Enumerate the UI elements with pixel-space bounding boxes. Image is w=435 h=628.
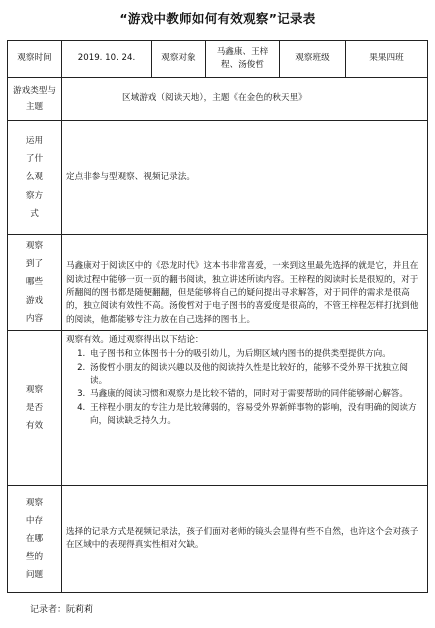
row-basic-info [8, 41, 428, 78]
recorder-signature: 记录者：阮莉莉 [30, 605, 94, 615]
problems-label: 观察 中存 在哪 些的 问题 [8, 486, 62, 593]
seen-label: 观察 到了 哪些 游戏 内容 [8, 235, 62, 331]
observation-time-label: 观察时间 [8, 41, 62, 78]
row-effect [8, 331, 428, 486]
observation-object-value: 马鑫康、王梓程、汤俊哲 [206, 41, 280, 78]
effect-value [62, 331, 428, 486]
observation-time-value: 2019. 10. 24. [62, 41, 152, 78]
list-item: 1. 电子图书和立体图书十分的吸引幼儿，为后期区域内图书的提供类型提供方向。 [88, 348, 423, 361]
effect-label: 观察 是否 有效 [8, 331, 62, 486]
list-item: 4. 王梓程小朋友的专注力是比较薄弱的，容易受外界新鲜事物的影响，没有明确的阅读方向，阅读缺乏持久力。 [88, 402, 423, 429]
seen-text: 马鑫康对于阅读区中的《恐龙时代》这本书非常喜爱，一来到这里最先选择的就是它，并且在阅读过程中能够一页一页的翻书阅读，独立讲述所读内容。王梓程的阅读时长是很短的，对于所翻阅的图书都是随便翻翻，但是能够将自己的疑问提出寻求解答，对于同伴的需求是很高的，独立阅读有效性不高。汤俊哲对于电子图书的喜爱度是很高的，不管王梓程怎样打扰到他的阅读，他都能够专注力放在自己选择的图书上。 [66, 261, 419, 325]
row-game-type [8, 78, 428, 121]
method-value: 定点非参与型观察、视频记录法。 [62, 121, 428, 235]
list-item: 2. 汤俊哲小朋友的阅读兴趣以及他的阅读持久性是比较好的，能够不受外界干扰独立阅读。 [88, 362, 423, 389]
page-title: “游戏中教师如何有效观察”记录表 [119, 11, 316, 26]
effect-list [66, 348, 423, 428]
seen-value [62, 235, 428, 331]
method-label: 运用 了什 么观 察方 式 [8, 121, 62, 235]
effect-intro: 观察有效。通过观察得出以下结论： [66, 335, 204, 345]
row-problems [8, 486, 428, 593]
problems-value: 选择的记录方式是视频记录法，孩子们面对老师的镜头会显得有些不自然，也许这个会对孩子在区域中的表现得真实性相对欠缺。 [62, 486, 428, 593]
game-type-label: 游戏类型与主题 [8, 78, 62, 121]
game-type-value: 区域游戏（阅读天地），主题《在金色的秋天里》 [62, 78, 428, 121]
row-method [8, 121, 428, 235]
observation-class-label: 观察班级 [280, 41, 346, 78]
list-item: 3. 马鑫康的阅读习惯和观察力是比较不错的，同时对于需要帮助的同伴能够耐心解答。 [88, 388, 423, 401]
observation-class-value: 果果四班 [346, 41, 428, 78]
row-seen [8, 235, 428, 331]
observation-object-label: 观察对象 [152, 41, 206, 78]
observation-record-table [7, 40, 428, 593]
